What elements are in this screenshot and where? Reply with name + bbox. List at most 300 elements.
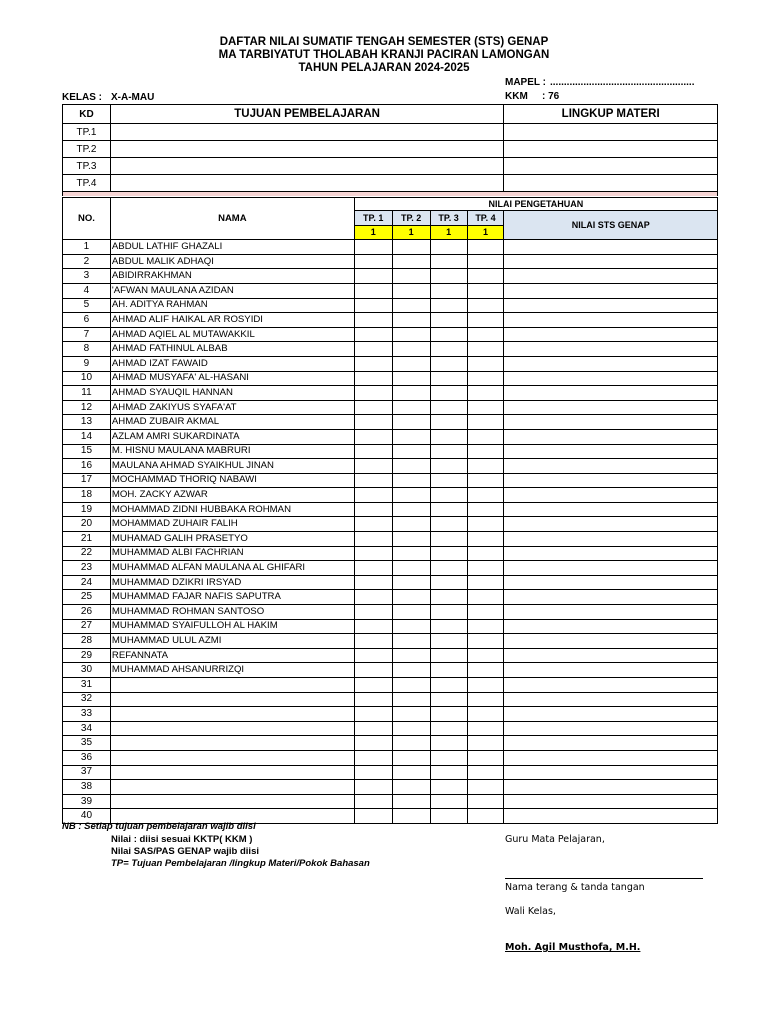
tp2-score-cell[interactable] [392,254,430,269]
tp2-score-cell[interactable] [392,575,430,590]
tp1-score-cell[interactable] [354,561,392,576]
sts-score-cell[interactable] [504,283,718,298]
sts-score-cell[interactable] [504,327,718,342]
table-row [63,415,718,430]
tp1-score-cell[interactable] [354,707,392,722]
note-nilai: Nilai : diisi sesuai KKTP( KKM ) [111,834,253,845]
sts-score-cell[interactable] [504,678,718,693]
student-name: 'AFWAN MAULANA AZIDAN [110,283,354,298]
sts-score-cell[interactable] [504,298,718,313]
student-name [110,692,354,707]
tp4-score-cell[interactable] [467,634,504,649]
student-name: AHMAD MUSYAFA' AL-HASANI [110,371,354,386]
tp1-score-cell[interactable] [354,459,392,474]
table-row [63,517,718,532]
tp3-score-cell[interactable] [430,663,467,678]
student-name: AHMAD IZAT FAWAID [110,356,354,371]
student-name [110,780,354,795]
tp4-score-cell[interactable] [467,386,504,401]
tp3-header: TP. 3 [430,211,467,226]
table-row [63,765,718,780]
sts-score-cell[interactable] [504,634,718,649]
tp4-score-cell[interactable] [467,605,504,620]
tp1-score-cell[interactable] [354,240,392,255]
tp-lingkup-cell[interactable] [504,124,718,141]
tp2-score-cell[interactable] [392,444,430,459]
tp4-score-cell[interactable] [467,240,504,255]
tp1-score-cell[interactable] [354,605,392,620]
tp3-score-cell[interactable] [430,283,467,298]
tp1-score-cell[interactable] [354,400,392,415]
student-name: MUHAMMAD DZIKRI IRSYAD [110,575,354,590]
tp2-score-cell[interactable] [392,692,430,707]
row-number: 3 [63,269,111,284]
tp3-score-cell[interactable] [430,721,467,736]
table-row [63,619,718,634]
tp1-score-cell[interactable] [354,736,392,751]
student-name [110,750,354,765]
sts-score-cell[interactable] [504,590,718,605]
student-name: MOHAMMAD ZIDNI HUBBAKA ROHMAN [110,502,354,517]
row-number: 22 [63,546,111,561]
student-name: MUHAMMAD ROHMAN SANTOSO [110,605,354,620]
student-name: AH. ADITYA RAHMAN [110,298,354,313]
student-name: MUHAMMAD ULUL AZMI [110,634,354,649]
tp3-score-cell[interactable] [430,371,467,386]
tp4-score-cell[interactable] [467,765,504,780]
grades-table [62,197,718,824]
tp1-score-cell[interactable] [354,590,392,605]
row-number: 36 [63,750,111,765]
tp4-score-cell[interactable] [467,502,504,517]
tp2-score-cell[interactable] [392,371,430,386]
sts-score-cell[interactable] [504,240,718,255]
tp4-score-cell[interactable] [467,429,504,444]
tp-tujuan-cell[interactable] [110,158,503,175]
tp1-score-cell[interactable] [354,517,392,532]
tp1-score-cell[interactable] [354,678,392,693]
tp4-score-cell[interactable] [467,459,504,474]
tp2-score-cell[interactable] [392,429,430,444]
tp1-score-cell[interactable] [354,342,392,357]
tp-row [63,175,718,192]
tp3-score-cell[interactable] [430,765,467,780]
tp4-score-cell[interactable] [467,488,504,503]
tp3-score-cell[interactable] [430,342,467,357]
student-name: MUHAMMAD ALBI FACHRIAN [110,546,354,561]
tp2-score-cell[interactable] [392,590,430,605]
tp3-score-cell[interactable] [430,692,467,707]
tp2-score-cell[interactable] [392,240,430,255]
tp2-score-cell[interactable] [392,459,430,474]
tp1-score-cell[interactable] [354,794,392,809]
tp3-score-cell[interactable] [430,619,467,634]
sts-score-cell[interactable] [504,386,718,401]
row-number: 5 [63,298,111,313]
student-name [110,765,354,780]
tp2-score-cell[interactable] [392,750,430,765]
tp2-score-cell[interactable] [392,561,430,576]
tp1-score-cell[interactable] [354,750,392,765]
table-row [63,254,718,269]
sts-score-cell[interactable] [504,648,718,663]
tp2-score-cell[interactable] [392,765,430,780]
tp3-score-cell[interactable] [430,809,467,824]
student-name: AZLAM AMRI SUKARDINATA [110,429,354,444]
tp3-score-cell[interactable] [430,707,467,722]
tp3-score-cell[interactable] [430,532,467,547]
mapel-label: MAPEL : [505,77,546,88]
tp4-score-cell[interactable] [467,415,504,430]
row-number: 34 [63,721,111,736]
sts-score-cell[interactable] [504,750,718,765]
tp1-score-cell[interactable] [354,780,392,795]
tp3-weight: 1 [430,225,467,240]
tp2-score-cell[interactable] [392,502,430,517]
note-sas: Nilai SAS/PAS GENAP wajib diisi [111,846,259,857]
tp3-score-cell[interactable] [430,794,467,809]
row-number: 27 [63,619,111,634]
tp-tujuan-cell[interactable] [110,141,503,158]
tp1-score-cell[interactable] [354,269,392,284]
sts-score-cell[interactable] [504,794,718,809]
tp3-score-cell[interactable] [430,429,467,444]
sts-score-cell[interactable] [504,780,718,795]
sts-score-cell[interactable] [504,400,718,415]
row-number: 10 [63,371,111,386]
tp1-score-cell[interactable] [354,634,392,649]
tp3-score-cell[interactable] [430,473,467,488]
tp1-score-cell[interactable] [354,429,392,444]
sts-score-cell[interactable] [504,532,718,547]
row-number: 33 [63,707,111,722]
sts-score-cell[interactable] [504,692,718,707]
tp1-score-cell[interactable] [354,692,392,707]
table-row [63,546,718,561]
row-number: 11 [63,386,111,401]
student-name: MOCHAMMAD THORIQ NABAWI [110,473,354,488]
sts-score-cell[interactable] [504,575,718,590]
tp-kd-cell: TP.2 [63,141,111,158]
tp3-score-cell[interactable] [430,254,467,269]
tp1-weight: 1 [354,225,392,240]
tp4-score-cell[interactable] [467,619,504,634]
tp3-score-cell[interactable] [430,459,467,474]
table-row [63,269,718,284]
row-number: 7 [63,327,111,342]
tp2-score-cell[interactable] [392,780,430,795]
tp4-score-cell[interactable] [467,532,504,547]
tp2-score-cell[interactable] [392,532,430,547]
student-name: MUHAMMAD AHSANURRIZQI [110,663,354,678]
table-row [63,532,718,547]
tp4-score-cell[interactable] [467,444,504,459]
sts-score-cell[interactable] [504,765,718,780]
table-row [63,342,718,357]
tp2-score-cell[interactable] [392,619,430,634]
signature-line [505,878,703,879]
doc-title-line1: DAFTAR NILAI SUMATIF TENGAH SEMESTER (STS) GENAP [219,36,549,48]
wali-name: Moh. Agil Musthofa, M.H. [505,942,641,953]
tp-tujuan-cell[interactable] [110,175,503,192]
tp2-score-cell[interactable] [392,386,430,401]
tp2-score-cell[interactable] [392,473,430,488]
tp2-score-cell[interactable] [392,707,430,722]
tp4-score-cell[interactable] [467,663,504,678]
tp4-score-cell[interactable] [467,648,504,663]
tp3-score-cell[interactable] [430,269,467,284]
tp2-header: TP. 2 [392,211,430,226]
tp-tujuan-cell[interactable] [110,124,503,141]
tp2-score-cell[interactable] [392,298,430,313]
tp-lingkup-cell[interactable] [504,158,718,175]
tp3-score-cell[interactable] [430,415,467,430]
sts-score-cell[interactable] [504,313,718,328]
sts-score-cell[interactable] [504,356,718,371]
tp2-score-cell[interactable] [392,634,430,649]
tp4-score-cell[interactable] [467,707,504,722]
tp2-score-cell[interactable] [392,736,430,751]
table-row [63,780,718,795]
tp3-score-cell[interactable] [430,546,467,561]
tp3-score-cell[interactable] [430,678,467,693]
tp4-score-cell[interactable] [467,517,504,532]
tp3-score-cell[interactable] [430,327,467,342]
tp4-score-cell[interactable] [467,269,504,284]
tp1-score-cell[interactable] [354,415,392,430]
tp2-score-cell[interactable] [392,605,430,620]
tp1-score-cell[interactable] [354,313,392,328]
tp4-score-cell[interactable] [467,794,504,809]
tp4-score-cell[interactable] [467,750,504,765]
sts-score-cell[interactable] [504,721,718,736]
tp2-score-cell[interactable] [392,488,430,503]
tp3-score-cell[interactable] [430,488,467,503]
tp4-score-cell[interactable] [467,575,504,590]
sts-score-cell[interactable] [504,415,718,430]
tp1-score-cell[interactable] [354,809,392,824]
tp2-score-cell[interactable] [392,794,430,809]
tp3-score-cell[interactable] [430,517,467,532]
tp3-score-cell[interactable] [430,750,467,765]
tp2-score-cell[interactable] [392,721,430,736]
tp4-score-cell[interactable] [467,809,504,824]
table-row [63,663,718,678]
table-row [63,721,718,736]
row-number: 29 [63,648,111,663]
student-name [110,678,354,693]
student-name: MUHAMAD GALIH PRASETYO [110,532,354,547]
sts-score-cell[interactable] [504,663,718,678]
tp3-score-cell[interactable] [430,648,467,663]
row-number: 31 [63,678,111,693]
tp2-score-cell[interactable] [392,415,430,430]
student-name [110,707,354,722]
tp-kd-cell: TP.1 [63,124,111,141]
row-number: 21 [63,532,111,547]
table-row [63,459,718,474]
tp3-score-cell[interactable] [430,605,467,620]
tp2-score-cell[interactable] [392,546,430,561]
table-row [63,240,718,255]
table-row [63,648,718,663]
sts-score-cell[interactable] [504,502,718,517]
tp-lingkup-cell[interactable] [504,175,718,192]
table-row [63,473,718,488]
sts-score-cell[interactable] [504,809,718,824]
tp3-score-cell[interactable] [430,502,467,517]
note-tp: TP= Tujuan Pembelajaran /lingkup Materi/Pokok Bahasan [111,858,370,869]
tp1-score-cell[interactable] [354,473,392,488]
sts-score-cell[interactable] [504,371,718,386]
tp4-score-cell[interactable] [467,327,504,342]
row-number: 13 [63,415,111,430]
sts-score-cell[interactable] [504,561,718,576]
student-name: MUHAMMAD ALFAN MAULANA AL GHIFARI [110,561,354,576]
tp2-score-cell[interactable] [392,809,430,824]
note-nb: NB : Setiap tujuan pembelajaran wajib diisi [62,821,256,832]
tp3-score-cell[interactable] [430,444,467,459]
sts-score-cell[interactable] [504,444,718,459]
sts-score-cell[interactable] [504,546,718,561]
table-row [63,283,718,298]
row-number: 4 [63,283,111,298]
sts-score-cell[interactable] [504,254,718,269]
tp1-score-cell[interactable] [354,327,392,342]
guru-label: Guru Mata Pelajaran, [505,834,605,845]
sts-score-cell[interactable] [504,473,718,488]
tp1-score-cell[interactable] [354,371,392,386]
sts-score-cell[interactable] [504,269,718,284]
tp1-score-cell[interactable] [354,546,392,561]
tp3-score-cell[interactable] [430,736,467,751]
tp4-score-cell[interactable] [467,546,504,561]
tp1-score-cell[interactable] [354,619,392,634]
tp4-score-cell[interactable] [467,678,504,693]
tp4-score-cell[interactable] [467,400,504,415]
tp4-score-cell[interactable] [467,342,504,357]
tp2-score-cell[interactable] [392,356,430,371]
tp2-score-cell[interactable] [392,327,430,342]
student-name [110,736,354,751]
tp1-score-cell[interactable] [354,721,392,736]
student-name [110,721,354,736]
row-number: 20 [63,517,111,532]
tp1-score-cell[interactable] [354,283,392,298]
tp2-score-cell[interactable] [392,648,430,663]
tp3-score-cell[interactable] [430,386,467,401]
sts-score-cell[interactable] [504,342,718,357]
tp3-score-cell[interactable] [430,575,467,590]
row-number: 38 [63,780,111,795]
tp2-score-cell[interactable] [392,517,430,532]
tp4-score-cell[interactable] [467,356,504,371]
tp4-score-cell[interactable] [467,283,504,298]
tp4-score-cell[interactable] [467,473,504,488]
tp1-score-cell[interactable] [354,765,392,780]
table-row [63,356,718,371]
tp-row [63,124,718,141]
row-number: 39 [63,794,111,809]
tp2-score-cell[interactable] [392,269,430,284]
tp1-score-cell[interactable] [354,254,392,269]
sts-score-cell[interactable] [504,707,718,722]
tp1-score-cell[interactable] [354,444,392,459]
tp3-score-cell[interactable] [430,356,467,371]
tp3-score-cell[interactable] [430,561,467,576]
tp-kd-cell: TP.4 [63,175,111,192]
tp1-score-cell[interactable] [354,386,392,401]
sts-score-cell[interactable] [504,736,718,751]
table-row [63,678,718,693]
student-name: MAULANA AHMAD SYAIKHUL JINAN [110,459,354,474]
tp1-score-cell[interactable] [354,298,392,313]
table-row [63,488,718,503]
tp3-score-cell[interactable] [430,298,467,313]
tp4-score-cell[interactable] [467,780,504,795]
tp4-score-cell[interactable] [467,736,504,751]
sts-score-cell[interactable] [504,619,718,634]
tp3-score-cell[interactable] [430,400,467,415]
tp3-score-cell[interactable] [430,590,467,605]
student-name: MOHAMMAD ZUHAIR FALIH [110,517,354,532]
tp1-score-cell[interactable] [354,356,392,371]
tp4-score-cell[interactable] [467,561,504,576]
tp-lingkup-cell[interactable] [504,141,718,158]
table-row [63,750,718,765]
separator-bar [62,192,718,196]
tp2-score-cell[interactable] [392,400,430,415]
tp4-score-cell[interactable] [467,371,504,386]
tp4-score-cell[interactable] [467,254,504,269]
tp2-score-cell[interactable] [392,663,430,678]
tp1-score-cell[interactable] [354,648,392,663]
tp2-score-cell[interactable] [392,313,430,328]
tp3-score-cell[interactable] [430,313,467,328]
row-number: 14 [63,429,111,444]
tp4-score-cell[interactable] [467,298,504,313]
sts-score-cell[interactable] [504,517,718,532]
sts-score-cell[interactable] [504,459,718,474]
table-row [63,736,718,751]
student-name: REFANNATA [110,648,354,663]
sts-score-cell[interactable] [504,605,718,620]
tp2-score-cell[interactable] [392,342,430,357]
tp1-score-cell[interactable] [354,532,392,547]
tp2-score-cell[interactable] [392,678,430,693]
doc-title-line3: TAHUN PELAJARAN 2024-2025 [298,62,470,74]
tp4-score-cell[interactable] [467,692,504,707]
tp1-score-cell[interactable] [354,488,392,503]
row-number: 25 [63,590,111,605]
row-number: 8 [63,342,111,357]
tp4-score-cell[interactable] [467,721,504,736]
tp1-score-cell[interactable] [354,502,392,517]
row-number: 16 [63,459,111,474]
tp3-score-cell[interactable] [430,780,467,795]
tp2-score-cell[interactable] [392,283,430,298]
tp3-score-cell[interactable] [430,634,467,649]
kkm-label: KKM [505,91,528,102]
row-number: 9 [63,356,111,371]
tp3-score-cell[interactable] [430,240,467,255]
tp4-score-cell[interactable] [467,590,504,605]
tp4-score-cell[interactable] [467,313,504,328]
sts-score-cell[interactable] [504,488,718,503]
tp1-score-cell[interactable] [354,575,392,590]
tp1-score-cell[interactable] [354,663,392,678]
sts-score-cell[interactable] [504,429,718,444]
